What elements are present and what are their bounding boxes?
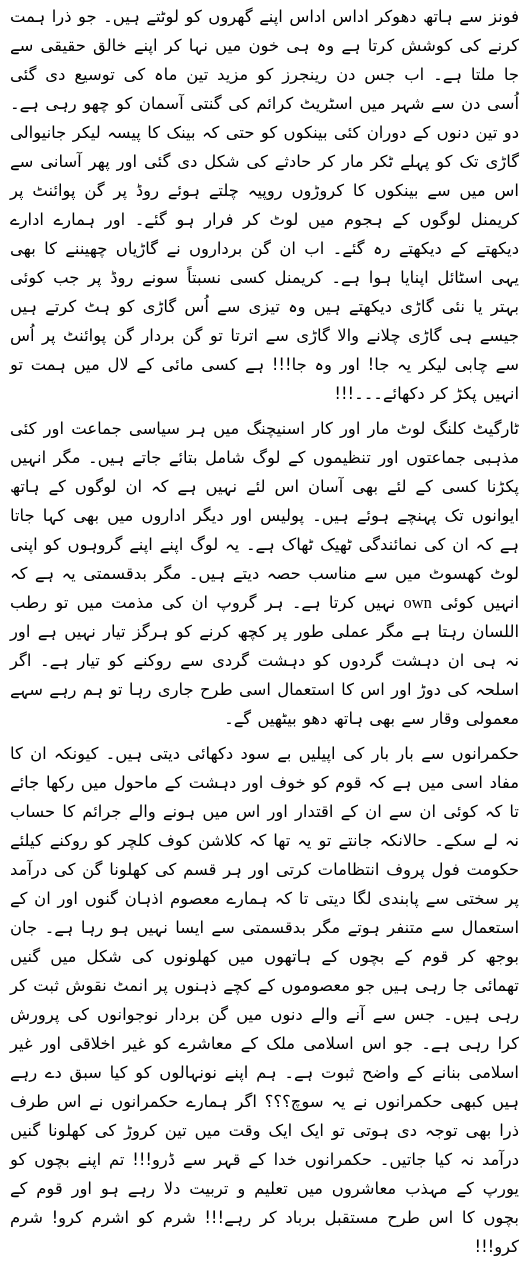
article-paragraph-2 xyxy=(10,414,519,733)
article-paragraph-2-tail: نہیں کرتا ہے۔ ہر گروپ ان کی مذمت میں تو رطب اللسان رہتا ہے مگر عملی طور پر کچھ کرنے کو ہرگز تیار نہیں ہے اور نہ ہی ان دہشت گردوں کو دہشت گردی سے روکنے کو تیار ہے۔ اگر اسلحہ کی دوڑ اور اس کا استعمال اسی طرح جاری رہا تو ہم رہے سہے معمولی وقار سے بھی ہاتھ دھو بیٹھیں گے۔ xyxy=(10,593,519,728)
article-paragraph-1: فونز سے ہاتھ دھوکر اداس اداس اپنے گھروں کو لوٹتے ہیں۔ جو ذرا ہمت کرنے کی کوشش کرتا ہے وہ ہی خون میں نہا کر اپنے خالق حقیقی سے جا ملتا ہے۔ اب جس دن رینجرز کو مزید تین ماہ کی توسیع دی گئی اُسی دن سے شہر میں اسٹریٹ کرائم کی گنتی آسمان کو چھو رہی ہے۔ دو تین دنوں کے دوران کئی بینکوں کو حتی کہ بینک کا پیسہ لیکر جانیوالی گاڑی تک کو پہلے ٹکر مار کر حادثے کی شکل دی گئی اور پھر آسانی سے اس میں سے بینکوں کا کروڑوں روپیہ چلتے ہوئے روڈ پر گن پوائنٹ پر کریمنل لوگوں کے ہجوم میں لوٹ کر فرار ہو گئے۔ اور ہمارے ادارے دیکھتے کے دیکھتے رہ گئے۔ اب ان گن برداروں نے گاڑیاں چھیننے کا بھی یہی اسٹائل اپنایا ہوا ہے۔ کریمنل کسی نسبتاً سونے روڈ پر جب کوئی بہتر یا نئی گاڑی دیکھتے ہیں وہ تیزی سے اُس گاڑی کو ہٹ کرتے ہیں جیسے ہی گاڑی چلانے والا گاڑی سے اترتا تو گن بردار گن پوائنٹ پر اُس سے چابی لیکر یہ جا! اور وہ جا!!! ہے کسی مائی کے لال میں ہمت تو انہیں پکڑ کر دکھائے۔۔۔!!! xyxy=(10,7,519,403)
article-paragraph-3: حکمرانوں سے بار بار کی اپیلیں بے سود دکھائی دیتی ہیں۔ کیونکہ ان کا مفاد اسی میں ہے کہ قوم کو خوف اور دہشت کے ماحول میں رکھا جائے تا کہ کوئی ان سے ان کے اقتدار اور اس میں ہونے والے جرائم کا حساب نہ لے سکے۔ حالانکہ جانتے تو یہ تھا کہ کلاشن کوف کلچر کو روکنے کیلئے حکومت فول پروف انتظامات کرتی اور ہر قسم کی کھلونا گن کی درآمد پر سختی سے پابندی لگا دیتی تا کہ ہمارے معصوم اذہان گنوں اور ان کے استعمال سے متنفر ہوتے مگر بدقسمتی سے ایسا نہیں ہو رہا ہے۔ جان بوجھ کر قوم کے بچوں کے ہاتھوں میں کھلونوں کی شکل میں گنیں تھمائی جا رہی ہیں جو معصوموں کے کچے ذہنوں پر انمٹ نقوش ثبت کر رہی ہیں۔ جس سے آنے والے دنوں میں گن بردار نوجوانوں کی پرورش کرا رہی ہے۔ جو اس اسلامی ملک کے معاشرے کو غیر اخلاقی اور غیر اسلامی بنانے کے واضح ثبوت ہے۔ ہم اپنے نونہالوں کو کیا سبق دے رہے ہیں کبھی حکمرانوں نے یہ سوچ؟؟؟ اگر ہمارے حکمرانوں نے اس طرف ذرا بھی توجہ دی ہوتی تو ایک ایک وقت میں تین کروڑ کی کھلونا گنیں درآمد نہ کیا جاتیں۔ حکمرانوں خدا کے قہر سے ڈرو!!! تم اپنے بچوں کو یورپ کے مہذب معاشروں میں تعلیم و تربیت دلا رہے ہو اور قوم کے بچوں کا اس طرح مستقبل برباد کر رہے!!! شرم کو اشرم کرو! شرم کرو!!! xyxy=(10,744,519,1256)
article-paragraph-2-text: ٹارگیٹ کلنگ لوٹ مار اور کار اسنیچنگ میں ہر سیاسی جماعت اور کئی مذہبی جماعتوں اور تنظیموں کے لوگ شامل بتائے جاتے ہیں۔ مگر انہیں پکڑنا کسی کے لئے بھی آسان اس لئے نہیں ہے کہ ان لوگوں کے ہاتھ ایوانوں تک پہنچے ہوئے ہیں۔ پولیس اور دیگر اداروں میں بھی کہا جاتا ہے کہ ان کی نمائندگی ٹھیک ٹھاک ہے۔ یہ لوگ اپنے اپنے گروہوں کو اپنی لوٹ کھسوٹ میں سے مناسب حصہ دیتے ہیں۔ مگر بدقسمتی یہ ہے کہ انہیں کوئی xyxy=(10,419,519,612)
english-word-own: own xyxy=(403,593,432,612)
